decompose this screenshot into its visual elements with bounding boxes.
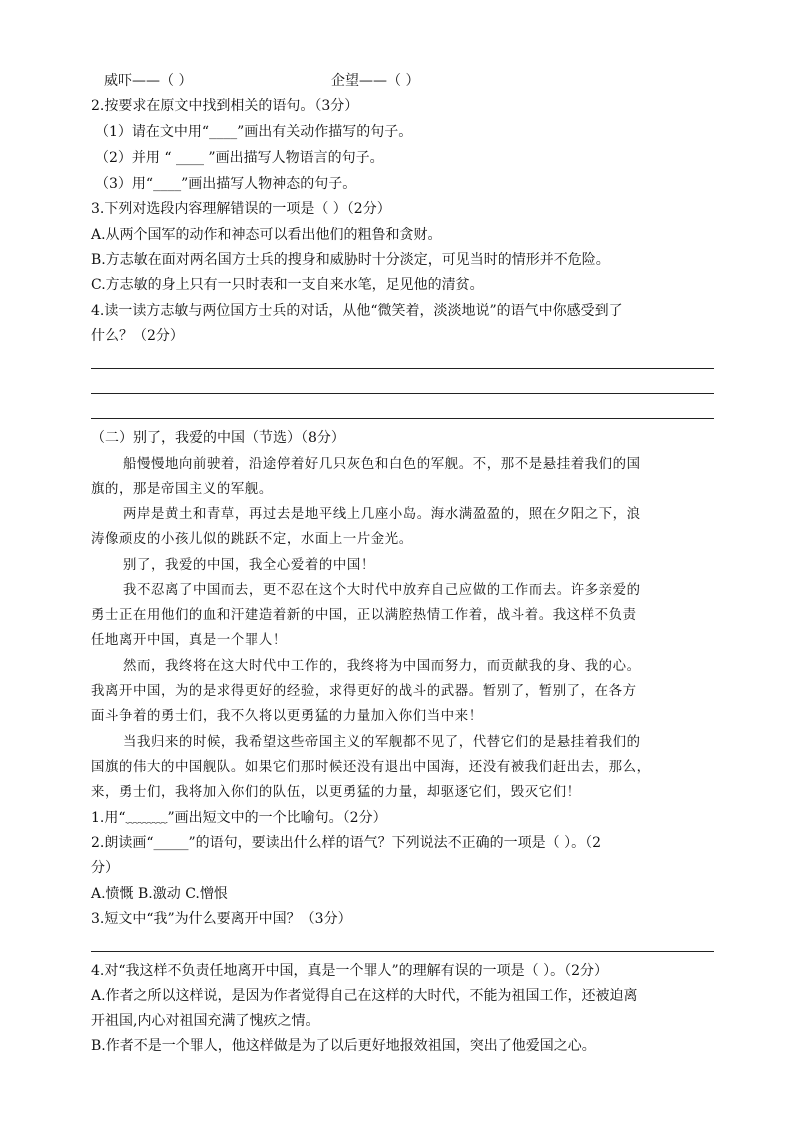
passage-line: 我离开中国，为的是求得更好的经验，求得更好的战斗的武器。暂别了，暂别了，在各方 [91,684,637,699]
section-2-question-3: 3.短文中“我”为什么要离开中国？（3分） [91,911,352,927]
vocab-qiwang: 企望——（ ） [331,73,420,89]
question-2: 2.按要求在原文中找到相关的语句。（3分） [91,98,359,114]
answer-line [91,368,714,369]
passage-line: 面斗争着的勇士们，我不久将以更勇猛的力量加入你们当中来！ [91,709,483,724]
passage-line: 船慢慢地向前驶着，沿途停着好几只灰色和白色的军舰。不，那不是悬挂着我们的国 [123,457,641,472]
passage-line: 别了，我爱的中国，我全心爱着的中国！ [123,558,375,573]
section-2-question-4-option-a-line-1: A.作者之所以这样说，是因为作者觉得自己在这样的大时代，不能为祖国工作，还被迫离 [91,988,638,1004]
passage-line: 勇士正在用他们的血和汗建造着新的中国，正以满腔热情工作着，战斗着。我这样不负责 [91,608,637,623]
answer-line [91,418,714,419]
answer-line [91,951,714,952]
section-2-question-1: 1.用“﹏﹏﹏”画出短文中的一个比喻句。（2分） [91,810,387,826]
passage-line: 涛像顽皮的小孩儿似的跳跃不定，水面上一片金光。 [91,532,413,547]
question-3: 3.下列对选段内容理解错误的一项是（ ）（2分） [91,201,391,217]
answer-line [91,393,714,394]
question-2-part-1: （1）请在文中用“____”画出有关动作描写的句子。 [95,124,413,140]
question-4-line-1: 4.读一读方志敏与两位国方士兵的对话，从他“微笑着，淡淡地说”的语气中你感受到了 [91,303,623,319]
passage-line: 两岸是黄土和青草，再过去是地平线上几座小岛。海水满盈盈的，照在夕阳之下，浪 [123,507,641,522]
question-2-part-2: （2）并用 “ ____ ”画出描写人物语言的句子。 [95,150,384,166]
question-3-option-b: B.方志敏在面对两名国方士兵的搜身和威胁时十分淡定，可见当时的情形并不危险。 [91,252,610,268]
question-2-part-3: （3）用“____”画出描写人物神态的句子。 [95,176,357,192]
section-2-question-2-options: A.愤慨 B.激动 C.憎恨 [91,886,228,902]
question-4-line-2: 什么？（2分） [91,328,184,344]
passage-line: 旗的，那是帝国主义的军舰。 [91,482,273,497]
section-2-heading: （二）别了，我爱的中国（节选）（8分） [91,430,345,446]
passage-line: 国旗的伟大的中国舰队。如果它们那时候还没有退出中国海，还没有被我们赶出去，那么， [91,760,651,775]
passage-line: 我不忍离了中国而去，更不忍在这个大时代中放弃自己应做的工作而去。许多亲爱的 [123,583,641,598]
question-3-option-a: A.从两个国军的动作和神态可以看出他们的粗鲁和贪财。 [91,227,442,243]
passage-line: 当我归来的时候，我希望这些帝国主义的军舰都不见了，代替它们的是悬挂着我们的 [123,735,641,750]
passage-line: 然而，我终将在这大时代中工作的，我终将为中国而努力，而贡献我的身、我的心。 [123,659,641,674]
section-2-question-2-line-2: 分） [91,860,119,876]
passage-line: 来，勇士们，我将加入你们的队伍，以更勇猛的力量，却驱逐它们，毁灭它们！ [91,785,581,800]
section-2-question-4: 4.对“我这样不负责任地离开中国，真是一个罪人”的理解有误的一项是（ ）。（2分） [91,963,609,979]
section-2-question-4-option-b: B.作者不是一个罪人，他这样做是为了以后更好地报效祖国，突出了他爱国之心。 [91,1038,596,1054]
section-2-question-4-option-a-line-2: 开祖国,内心对祖国充满了愧疚之情。 [91,1013,320,1029]
passage-line: 任地离开中国，真是一个罪人！ [91,633,287,648]
question-3-option-c: C.方志敏的身上只有一只时表和一支自来水笔，足见他的清贫。 [91,277,484,293]
section-2-question-2-line-1: 2.朗读画“_____”的语句，要读出什么样的语气？下列说法不正确的一项是（ ）。（2 [91,835,602,851]
vocab-weihe: 威吓——（ ） [104,73,193,89]
